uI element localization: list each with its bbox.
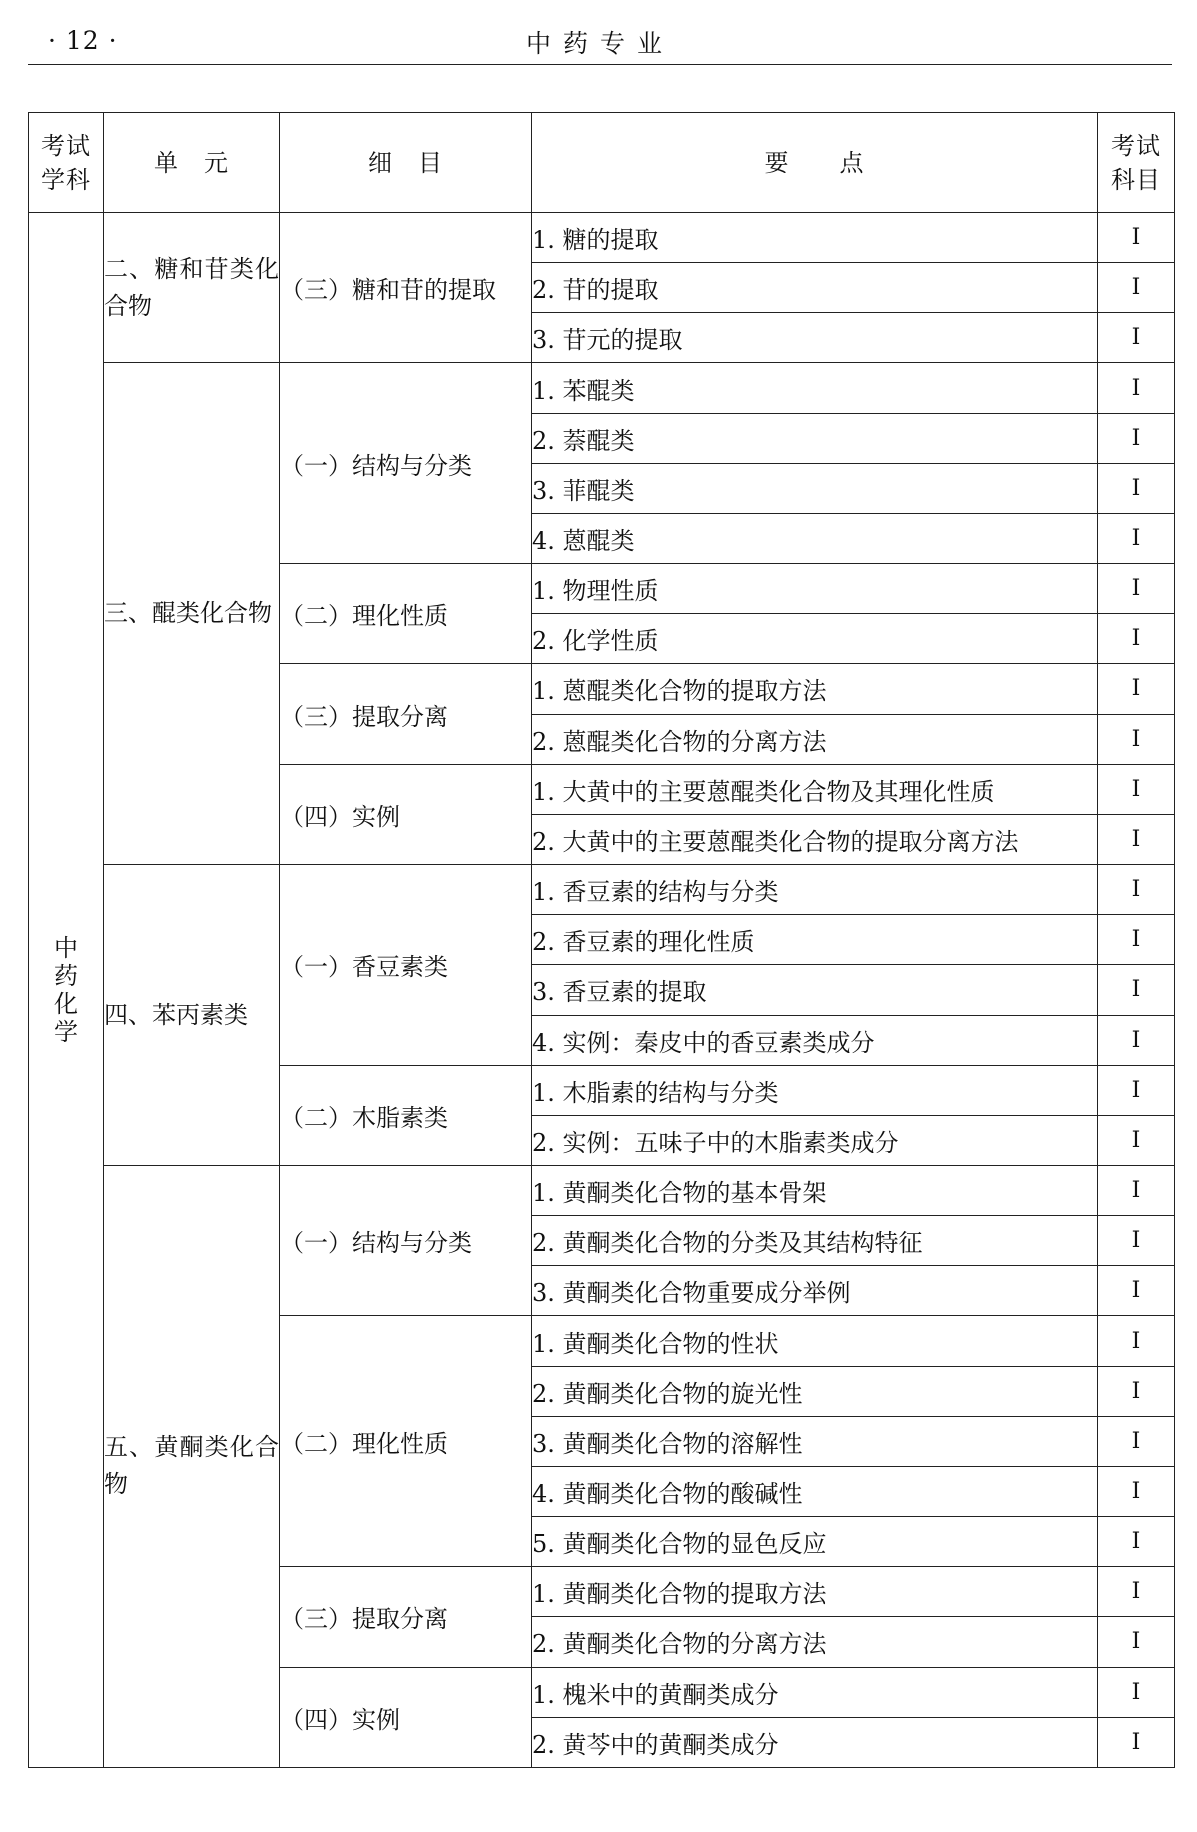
point-cell: 2. 化学性质 <box>532 614 1098 664</box>
unit-cell: 四、苯丙素类 <box>104 865 280 1166</box>
point-cell: 1. 槐米中的黄酮类成分 <box>532 1667 1098 1717</box>
unit-cell: 五、黄酮类化合物 <box>104 1165 280 1767</box>
point-cell: 2. 黄芩中的黄酮类成分 <box>532 1717 1098 1767</box>
col-header-level: 考试科目 <box>1098 113 1175 213</box>
point-cell: 3. 黄酮类化合物重要成分举例 <box>532 1266 1098 1316</box>
level-cell: Ⅰ <box>1098 1366 1175 1416</box>
level-cell: Ⅰ <box>1098 865 1175 915</box>
item-cell: （一）结构与分类 <box>280 1165 532 1315</box>
level-cell: Ⅰ <box>1098 915 1175 965</box>
table-body <box>29 213 1175 1768</box>
point-cell: 1. 蒽醌类化合物的提取方法 <box>532 664 1098 714</box>
running-title: 中药专业 <box>525 29 674 58</box>
level-cell: Ⅰ <box>1098 1667 1175 1717</box>
point-cell: 1. 黄酮类化合物的基本骨架 <box>532 1165 1098 1215</box>
level-cell: Ⅰ <box>1098 1165 1175 1215</box>
unit-cell: 二、糖和苷类化合物 <box>104 213 280 363</box>
table-header-row <box>29 113 1175 213</box>
level-cell: Ⅰ <box>1098 213 1175 263</box>
point-cell: 3. 菲醌类 <box>532 463 1098 513</box>
point-cell: 1. 香豆素的结构与分类 <box>532 865 1098 915</box>
level-cell: Ⅰ <box>1098 1015 1175 1065</box>
level-cell: Ⅰ <box>1098 363 1175 413</box>
point-cell: 1. 大黄中的主要蒽醌类化合物及其理化性质 <box>532 764 1098 814</box>
point-cell: 3. 香豆素的提取 <box>532 965 1098 1015</box>
subject-label: 中药化学 <box>54 934 78 1046</box>
level-cell: Ⅰ <box>1098 463 1175 513</box>
col-header-unit: 单 元 <box>104 113 280 213</box>
level-cell: Ⅰ <box>1098 513 1175 563</box>
level-cell: Ⅰ <box>1098 664 1175 714</box>
point-cell: 4. 实例：秦皮中的香豆素类成分 <box>532 1015 1098 1065</box>
point-cell: 2. 黄酮类化合物的分离方法 <box>532 1617 1098 1667</box>
level-cell: Ⅰ <box>1098 263 1175 313</box>
level-cell: Ⅰ <box>1098 1617 1175 1667</box>
item-cell: （三）糖和苷的提取 <box>280 213 532 363</box>
level-cell: Ⅰ <box>1098 313 1175 363</box>
item-cell: （二）理化性质 <box>280 564 532 664</box>
item-cell: （二）木脂素类 <box>280 1065 532 1165</box>
level-cell: Ⅰ <box>1098 814 1175 864</box>
point-cell: 1. 糖的提取 <box>532 213 1098 263</box>
item-cell: （一）结构与分类 <box>280 363 532 564</box>
level-cell: Ⅰ <box>1098 614 1175 664</box>
point-cell: 1. 黄酮类化合物的提取方法 <box>532 1567 1098 1617</box>
level-cell: Ⅰ <box>1098 413 1175 463</box>
point-cell: 2. 蒽醌类化合物的分离方法 <box>532 714 1098 764</box>
point-cell: 3. 黄酮类化合物的溶解性 <box>532 1416 1098 1466</box>
item-cell: （一）香豆素类 <box>280 865 532 1066</box>
point-cell: 4. 黄酮类化合物的酸碱性 <box>532 1466 1098 1516</box>
point-cell: 5. 黄酮类化合物的显色反应 <box>532 1517 1098 1567</box>
point-cell: 2. 香豆素的理化性质 <box>532 915 1098 965</box>
item-cell: （四）实例 <box>280 764 532 864</box>
page-number: · 12 · <box>48 26 118 55</box>
level-cell: Ⅰ <box>1098 1316 1175 1366</box>
point-cell: 2. 苷的提取 <box>532 263 1098 313</box>
level-cell: Ⅰ <box>1098 1266 1175 1316</box>
col-header-point: 要 点 <box>532 113 1098 213</box>
point-cell: 2. 萘醌类 <box>532 413 1098 463</box>
table-row <box>29 1165 1175 1215</box>
level-cell: Ⅰ <box>1098 1567 1175 1617</box>
point-cell: 4. 蒽醌类 <box>532 513 1098 563</box>
point-cell: 1. 物理性质 <box>532 564 1098 614</box>
syllabus-table <box>28 112 1175 1768</box>
item-cell: （三）提取分离 <box>280 664 532 764</box>
point-cell: 1. 黄酮类化合物的性状 <box>532 1316 1098 1366</box>
level-cell: Ⅰ <box>1098 1416 1175 1466</box>
point-cell: 2. 黄酮类化合物的分类及其结构特征 <box>532 1216 1098 1266</box>
level-cell: Ⅰ <box>1098 1466 1175 1516</box>
level-cell: Ⅰ <box>1098 1065 1175 1115</box>
point-cell: 1. 苯醌类 <box>532 363 1098 413</box>
col-header-item: 细 目 <box>280 113 532 213</box>
point-cell: 3. 苷元的提取 <box>532 313 1098 363</box>
level-cell: Ⅰ <box>1098 564 1175 614</box>
point-cell: 2. 实例：五味子中的木脂素类成分 <box>532 1115 1098 1165</box>
level-cell: Ⅰ <box>1098 1717 1175 1767</box>
level-cell: Ⅰ <box>1098 1115 1175 1165</box>
level-cell: Ⅰ <box>1098 764 1175 814</box>
point-cell: 2. 大黄中的主要蒽醌类化合物的提取分离方法 <box>532 814 1098 864</box>
level-cell: Ⅰ <box>1098 1216 1175 1266</box>
unit-cell: 三、醌类化合物 <box>104 363 280 865</box>
item-cell: （二）理化性质 <box>280 1316 532 1567</box>
table-row <box>29 363 1175 413</box>
level-cell: Ⅰ <box>1098 965 1175 1015</box>
table-row <box>29 213 1175 263</box>
level-cell: Ⅰ <box>1098 1517 1175 1567</box>
item-cell: （四）实例 <box>280 1667 532 1767</box>
item-cell: （三）提取分离 <box>280 1567 532 1667</box>
point-cell: 2. 黄酮类化合物的旋光性 <box>532 1366 1098 1416</box>
page-header <box>28 18 1172 65</box>
subject-cell <box>29 213 104 1768</box>
table-row <box>29 865 1175 915</box>
col-header-subject: 考试学科 <box>29 113 104 213</box>
level-cell: Ⅰ <box>1098 714 1175 764</box>
point-cell: 1. 木脂素的结构与分类 <box>532 1065 1098 1115</box>
